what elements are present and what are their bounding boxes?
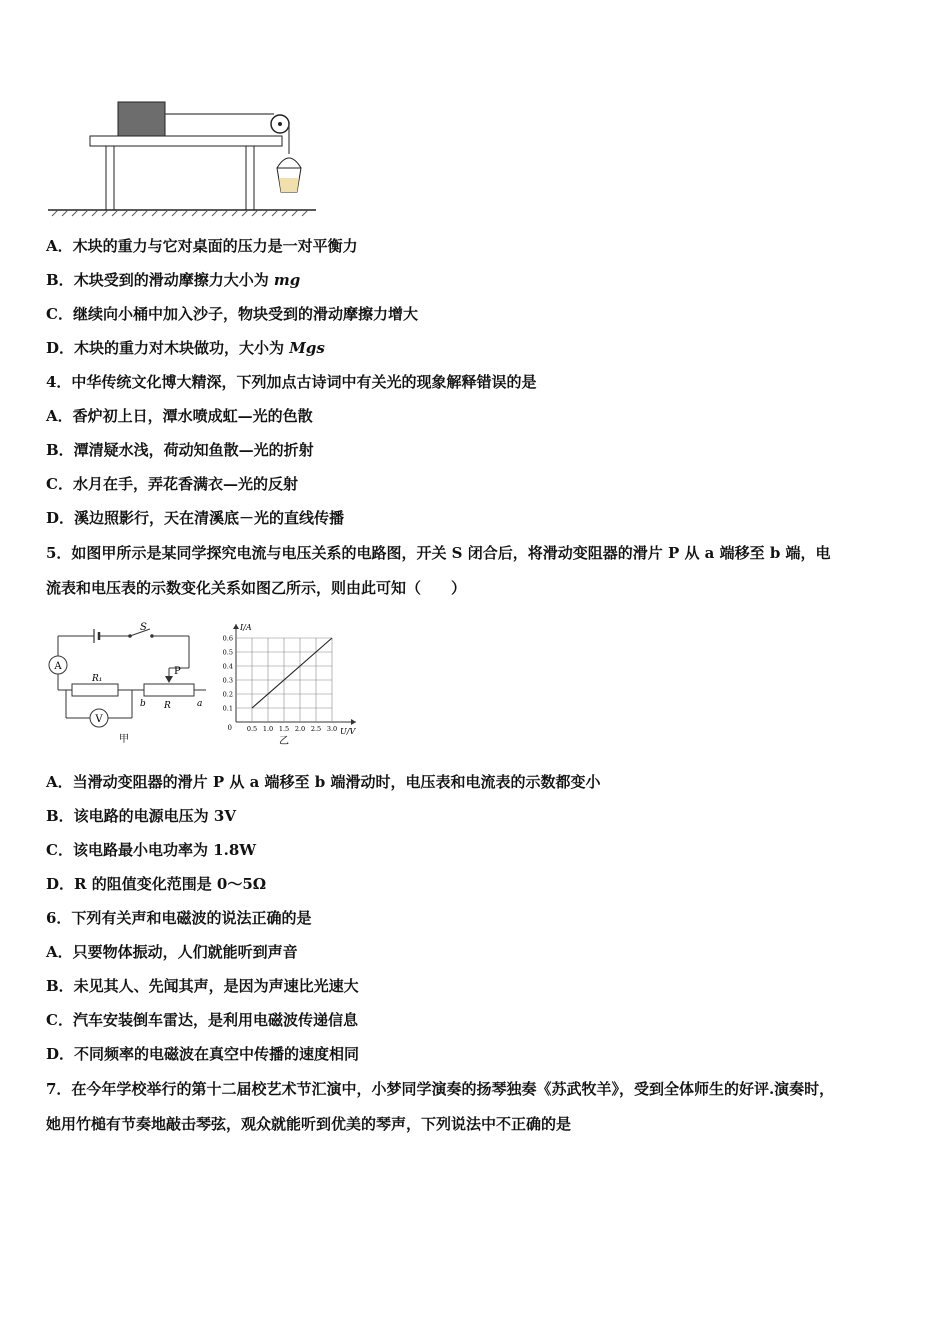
option-formula: Mgs (289, 339, 325, 357)
y-tick-labels (223, 635, 233, 713)
x-tick-label: 2.5 (310, 725, 322, 733)
option-text: 继续向小桶中加入沙子，物块受到的滑动摩擦力增大 (72, 305, 418, 323)
option-text: 木块的重力与它对桌面的压力是一对平衡力 (72, 237, 358, 255)
series-line (252, 638, 332, 708)
resistor-r1 (72, 684, 118, 696)
q6-option-a: A．只要物体振动，人们就能听到声音 (46, 943, 298, 961)
q3-option-d (46, 338, 325, 358)
y-tick-label: 0.6 (222, 634, 233, 643)
x-tick-label: 3.0 (326, 725, 338, 733)
q5-option-c: C．该电路最小电功率为 1.8W (46, 841, 257, 859)
switch-contact (128, 634, 132, 638)
option-letter: C． (46, 305, 73, 323)
sand (279, 178, 299, 192)
table-leg-right (246, 146, 254, 210)
x-tick-label: 2.0 (294, 725, 306, 733)
q5-option-d: D．R 的阻值变化范围是 0～5Ω (46, 875, 267, 893)
q3-option-c (46, 304, 418, 324)
table-top (90, 136, 282, 146)
q4-option-b: B．潭清疑水浅，荷动知鱼散—光的折射 (46, 441, 314, 459)
y-tick-label: 0.2 (222, 690, 233, 699)
iu-graph (214, 618, 364, 748)
q6-option-b: B．未见其人、先闻其声，是因为声速比光速大 (46, 977, 359, 995)
rheostat-r (144, 684, 194, 696)
option-letter: A． (46, 237, 73, 255)
q5-option-a: A．当滑动变阻器的滑片 P 从 a 端移至 b 端滑动时，电压表和电流表的示数都变小 (46, 773, 601, 791)
q4-option-a: A．香炉初上日，潭水喷成虹—光的色散 (46, 407, 313, 425)
q6-option-c: C．汽车安装倒车雷达，是利用电磁波传递信息 (46, 1011, 358, 1029)
y-tick-label: 0.1 (222, 704, 233, 713)
q5-stem-line1: 5．如图甲所示是某同学探究电流与电压关系的电路图，开关 S 闭合后，将滑动变阻器的滑片 P 从 a 端移至 b 端，电 (46, 544, 831, 562)
option-formula: mg (273, 271, 301, 289)
table-leg-left (106, 146, 114, 210)
chart-series (252, 638, 332, 708)
q4-stem: 4．中华传统文化博大精深，下列加点古诗词中有关光的现象解释错误的是 (46, 373, 537, 391)
option-letter: D． (46, 339, 75, 357)
q5-stem-line2: 流表和电压表的示数变化关系如图乙所示，则由此可知（ ） (46, 579, 467, 597)
x-tick-label: 0.5 (246, 725, 258, 733)
table-pulley-figure (44, 96, 324, 218)
q4-option-d: D．溪边照影行，天在清溪底－光的直线传播 (46, 509, 345, 527)
terminal-a-label: a (197, 699, 203, 709)
x-tick-label: 1.0 (262, 725, 274, 733)
q6-stem: 6．下列有关声和电磁波的说法正确的是 (46, 909, 312, 927)
y-tick-label: 0.3 (222, 676, 233, 685)
figure-caption-jia: 甲 (119, 734, 129, 745)
option-text: 木块受到的滑动摩擦力大小为 (73, 271, 274, 289)
pulley-axle (278, 122, 282, 126)
r1-label: R₁ (92, 674, 103, 684)
q5-option-b: B．该电路的电源电压为 3V (46, 807, 236, 825)
slider-arrow (165, 676, 173, 683)
wood-block (118, 102, 165, 136)
x-tick-label: 1.5 (278, 725, 290, 733)
ground-hatching (52, 210, 308, 216)
q7-stem-line2: 她用竹槌有节奏地敲击琴弦，观众就能听到优美的琴声，下列说法中不正确的是 (46, 1115, 572, 1133)
bucket-handle (277, 158, 301, 168)
circuit-diagram (44, 618, 214, 748)
origin-label: 0 (227, 724, 232, 732)
x-axis-arrow (351, 719, 356, 725)
y-axis-label: I/A (240, 623, 252, 632)
r-label: R (164, 701, 171, 711)
slider-label: P (174, 666, 181, 677)
option-text: 木块的重力对木块做功，大小为 (74, 339, 290, 357)
y-tick-label: 0.5 (222, 648, 233, 657)
terminal-b-label: b (140, 699, 146, 709)
option-letter: B． (46, 271, 74, 289)
x-tick-labels (247, 725, 337, 733)
switch-label: S (140, 622, 147, 633)
q4-option-c: C．水月在手，弄花香满衣—光的反射 (46, 475, 298, 493)
figure-caption-yi: 乙 (279, 736, 289, 747)
q7-stem-line1: 7．在今年学校举行的第十二届校艺术节汇演中，小梦同学演奏的扬琴独奏《苏武牧羊》，受到全体师生的好评.演奏时， (46, 1080, 835, 1098)
switch-contact (150, 634, 154, 638)
q6-option-d: D．不同频率的电磁波在真空中传播的速度相同 (46, 1045, 360, 1063)
x-axis-label: U/V (340, 727, 356, 736)
y-axis-arrow (233, 624, 239, 629)
ammeter-label: A (54, 661, 62, 672)
voltmeter-label: V (95, 714, 103, 725)
q3-option-b (46, 270, 300, 290)
q3-option-a (46, 236, 358, 256)
y-tick-label: 0.4 (222, 662, 233, 671)
